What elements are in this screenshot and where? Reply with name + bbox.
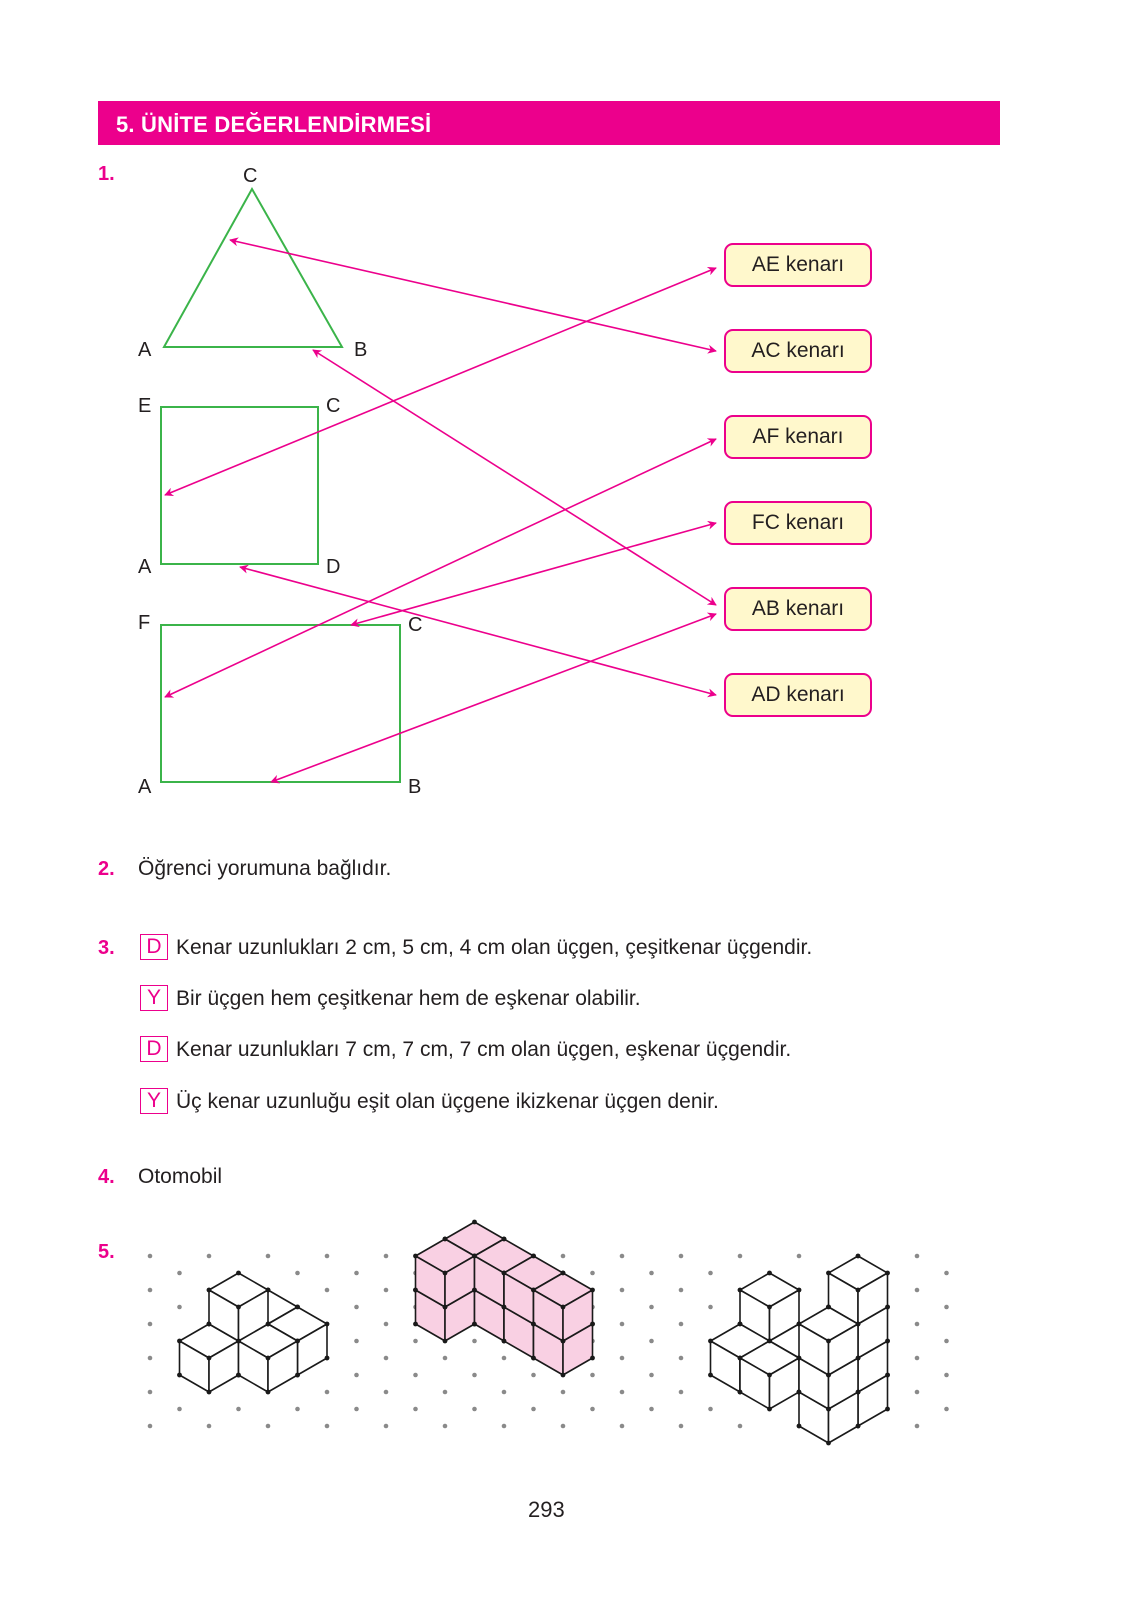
- rect-label-br: B: [408, 776, 422, 798]
- rect-label-tl: F: [138, 612, 151, 634]
- pill-ae-kenari: AE kenarı: [724, 243, 872, 287]
- pill-ac-kenari: AC kenarı: [724, 329, 872, 373]
- statement-4: Üç kenar uzunluğu eşit olan üçgene ikizkenar üçgen denir.: [176, 1090, 719, 1113]
- rect-label-bl: A: [138, 776, 152, 798]
- question-2-answer: Öğrenci yorumuna bağlıdır.: [138, 857, 392, 880]
- tf-mark-2: Y: [140, 985, 168, 1011]
- cube-figure-2: [413, 1220, 595, 1378]
- question-4-answer: Otomobil: [138, 1165, 223, 1188]
- question-3-number: 3.: [98, 937, 115, 959]
- pill-fc-kenari: FC kenarı: [724, 501, 872, 545]
- question-5-number: 5.: [98, 1241, 115, 1263]
- cube-figure-1: [177, 1271, 329, 1395]
- square-label-tr: C: [326, 395, 341, 417]
- tf-mark-3: D: [140, 1036, 168, 1062]
- question-4-number: 4.: [98, 1166, 115, 1188]
- tf-mark-4: Y: [140, 1088, 168, 1114]
- triangle-label-left: A: [138, 339, 152, 361]
- question-2-number: 2.: [98, 858, 115, 880]
- section-title: 5. ÜNİTE DEĞERLENDİRMESİ: [116, 112, 432, 137]
- pill-ad-kenari: AD kenarı: [724, 673, 872, 717]
- triangle-label-top: C: [243, 165, 258, 187]
- triangle-label-right: B: [354, 339, 368, 361]
- square-label-tl: E: [138, 395, 152, 417]
- pill-af-kenari: AF kenarı: [724, 415, 872, 459]
- pill-ab-kenari: AB kenarı: [724, 587, 872, 631]
- square-label-bl: A: [138, 556, 152, 578]
- question-1-number: 1.: [98, 163, 115, 185]
- statement-2: Bir üçgen hem çeşitkenar hem de eşkenar olabilir.: [176, 987, 641, 1010]
- square-label-br: D: [326, 556, 341, 578]
- cube-figure-3: [708, 1254, 890, 1446]
- page-number: 293: [528, 1497, 565, 1522]
- statement-1: Kenar uzunlukları 2 cm, 5 cm, 4 cm olan üçgen, çeşitkenar üçgendir.: [176, 936, 813, 959]
- tf-mark-1: D: [140, 934, 168, 960]
- rect-label-tr: C: [408, 614, 423, 636]
- statement-3: Kenar uzunlukları 7 cm, 7 cm, 7 cm olan üçgen, eşkenar üçgendir.: [176, 1038, 792, 1061]
